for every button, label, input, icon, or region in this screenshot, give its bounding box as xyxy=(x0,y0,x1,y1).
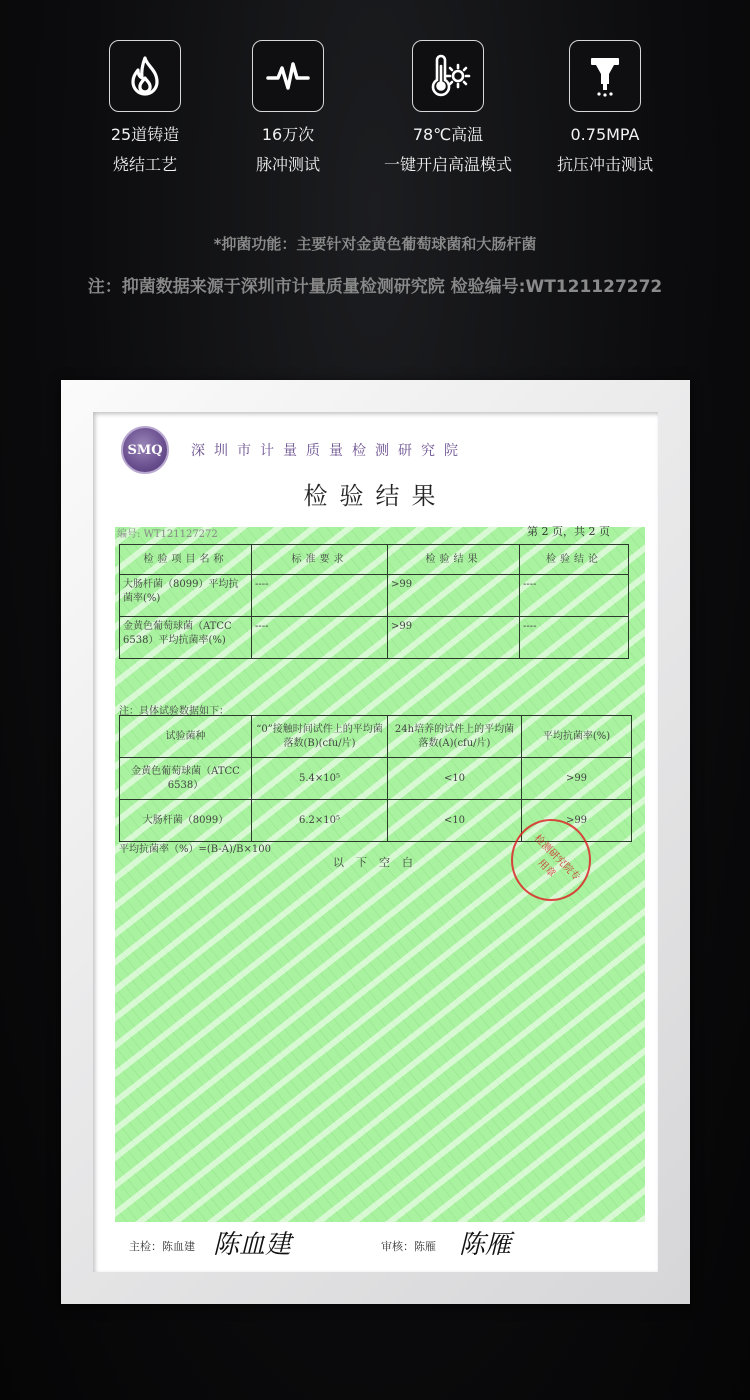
logo-text: SMQ xyxy=(127,442,163,458)
flame-icon xyxy=(121,52,169,100)
table-cell: 大肠杆菌（8099）平均抗菌率(%) xyxy=(120,575,252,617)
table-header-row xyxy=(120,716,632,758)
doc-no-label: 编号: xyxy=(117,529,141,540)
table-row xyxy=(120,617,629,659)
table-cell: ---- xyxy=(252,575,388,617)
test-report-document xyxy=(93,412,658,1272)
feature-subtitle: 烧结工艺 xyxy=(112,155,177,174)
page-info: 第 2 页，共 2 页 xyxy=(527,525,610,538)
blank-below-note: 以下空白 xyxy=(333,856,425,869)
table-header: “0”接触时间试件上的平均菌落数(B)(cfu/片) xyxy=(252,716,388,758)
table-cell: >99 xyxy=(522,758,632,800)
table-cell: >99 xyxy=(522,800,632,842)
reviewer-block xyxy=(381,1238,436,1254)
feature-title: 78℃高温 xyxy=(412,125,484,144)
thermometer-sun-icon xyxy=(424,52,472,100)
table-header: 试验菌种 xyxy=(120,716,252,758)
table-header: 平均抗菌率(%) xyxy=(522,716,632,758)
table-cell: ---- xyxy=(520,575,629,617)
feature-subtitle: 一键开启高温模式 xyxy=(383,155,512,174)
document-number xyxy=(117,525,218,540)
inspector-label: 主检： xyxy=(129,1240,162,1253)
feature-icon-box xyxy=(252,40,324,112)
table-header: 标准要求 xyxy=(252,545,388,575)
feature-item-high-temp xyxy=(363,40,533,176)
table-header: 检验结果 xyxy=(388,545,520,575)
reviewer-name: 陈雁 xyxy=(414,1240,436,1253)
inspector-signature: 陈血建 xyxy=(213,1230,292,1260)
pulse-icon xyxy=(264,52,312,100)
table-cell: 大肠杆菌（8099） xyxy=(120,800,252,842)
table-cell: ---- xyxy=(252,617,388,659)
signature-row xyxy=(129,1238,436,1254)
seal-text: 检测研究院专用章 xyxy=(531,833,582,884)
feature-subtitle: 抗压冲击测试 xyxy=(556,155,653,174)
inspector-name: 陈血建 xyxy=(162,1240,195,1253)
table-cell: >99 xyxy=(388,617,520,659)
report-title: 检验结果 xyxy=(303,482,448,510)
table-cell: <10 xyxy=(388,800,522,842)
doc-no-value: WT121127272 xyxy=(143,529,218,540)
data-source-note: 注：抑菌数据来源于深圳市计量质量检测研究院 检验编号:WT121127272 xyxy=(87,277,663,297)
reviewer-signature: 陈雁 xyxy=(459,1230,512,1260)
formula-note: 平均抗菌率（%）=(B-A)/B×100 xyxy=(119,844,272,855)
table-row xyxy=(120,758,632,800)
table-cell: >99 xyxy=(388,575,520,617)
table-cell: 金黄色葡萄球菌（ATCC 6538）平均抗菌率(%) xyxy=(120,617,252,659)
table-header: 24h培养的试件上的平均菌落数(A)(cfu/片) xyxy=(388,716,522,758)
table-cell: 5.4×10⁵ xyxy=(252,758,388,800)
antibacterial-note: *抑菌功能：主要针对金黄色葡萄球菌和大肠杆菌 xyxy=(213,235,537,253)
table-cell: ---- xyxy=(520,617,629,659)
feature-icon-box xyxy=(569,40,641,112)
feature-subtitle: 脉冲测试 xyxy=(255,155,320,174)
table-row xyxy=(120,575,629,617)
feature-title: 16万次 xyxy=(261,125,315,144)
feature-icon-box xyxy=(109,40,181,112)
table-header: 检验项目名称 xyxy=(120,545,252,575)
results-table xyxy=(119,544,629,659)
table-header: 检验结论 xyxy=(520,545,629,575)
feature-row xyxy=(0,40,750,180)
feature-item-pulse xyxy=(203,40,373,176)
official-seal xyxy=(511,819,591,901)
table-cell: 金黄色葡萄球菌（ATCC 6538） xyxy=(120,758,252,800)
certificate-frame xyxy=(61,380,690,1304)
feature-title: 0.75MPA xyxy=(570,125,640,144)
smq-logo xyxy=(121,426,169,474)
test-data-label: 注：具体试验数据如下： xyxy=(119,706,229,717)
table-cell: 6.2×10⁵ xyxy=(252,800,388,842)
feature-icon-box xyxy=(412,40,484,112)
feature-item-pressure xyxy=(520,40,690,176)
table-cell: <10 xyxy=(388,758,522,800)
pressure-valve-icon xyxy=(581,52,629,100)
table-header-row xyxy=(120,545,629,575)
reviewer-label: 审核： xyxy=(381,1240,414,1253)
institute-name: 深圳市计量质量检测研究院 xyxy=(191,443,467,459)
feature-title: 25道铸造 xyxy=(110,125,180,144)
